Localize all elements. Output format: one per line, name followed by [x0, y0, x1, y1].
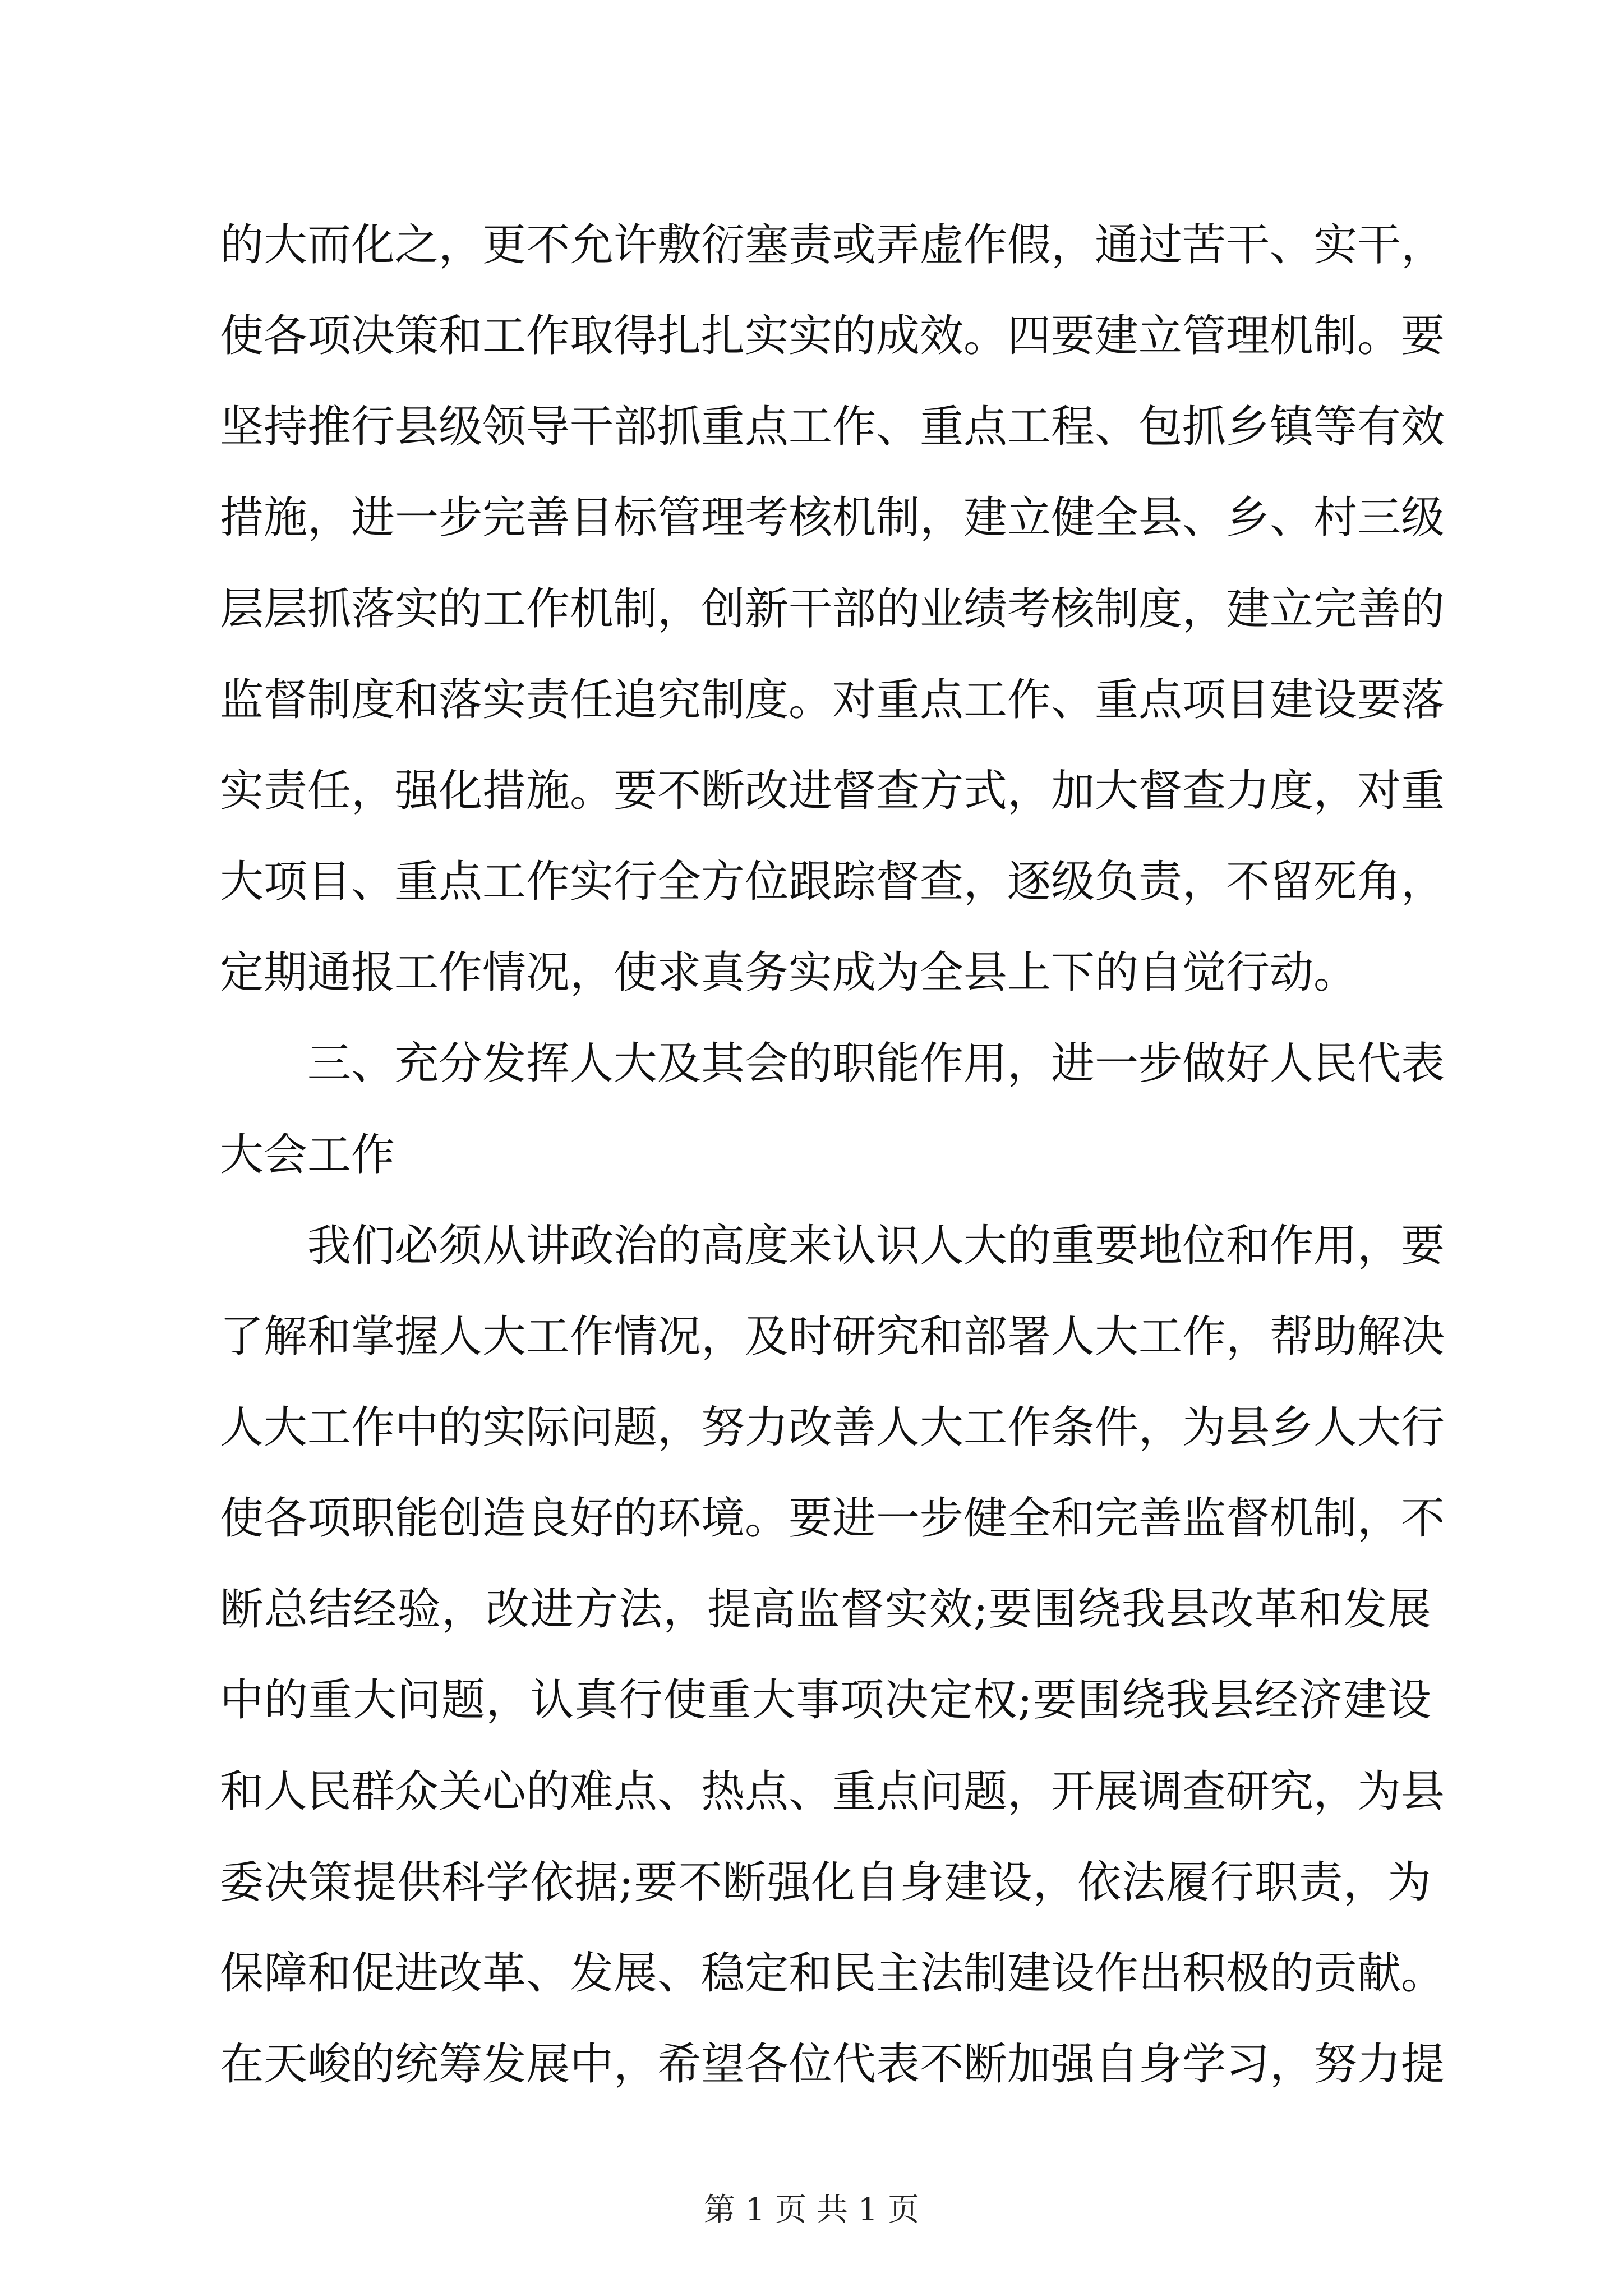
body-text-line: 使各项决策和工作取得扎扎实实的成效。四要建立管理机制。要: [220, 311, 1445, 361]
section-heading-line: 三、充分发挥人大及其会的职能作用，进一步做好人民代表: [307, 1038, 1445, 1089]
body-text-line: 措施，进一步完善目标管理考核机制，建立健全县、乡、村三级: [220, 493, 1445, 543]
body-text-line: 大项目、重点工作实行全方位跟踪督查，逐级负责，不留死角，: [220, 857, 1445, 907]
body-text-line: 委决策提供科学依据;要不断强化自身建设，依法履行职责，为: [220, 1857, 1431, 1908]
body-text-line: 人大工作中的实际问题，努力改善人大工作条件，为县乡人大行: [220, 1402, 1445, 1453]
body-text-line: 监督制度和落实责任追究制度。对重点工作、重点项目建设要落: [220, 675, 1445, 725]
body-text-line: 坚持推行县级领导干部抓重点工作、重点工程、包抓乡镇等有效: [220, 402, 1445, 452]
body-text-line: 我们必须从讲政治的高度来认识人大的重要地位和作用，要: [307, 1221, 1445, 1271]
body-text-line: 定期通报工作情况，使求真务实成为全县上下的自觉行动。: [220, 947, 1358, 998]
body-text-line: 使各项职能创造良好的环境。要进一步健全和完善监督机制，不: [220, 1493, 1445, 1544]
body-text-line: 保障和促进改革、发展、稳定和民主法制建设作出积极的贡献。: [220, 1948, 1445, 1999]
body-text-line: 断总结经验，改进方法，提高监督实效;要围绕我县改革和发展: [220, 1584, 1431, 1635]
body-text-line: 实责任，强化措施。要不断改进督查方式，加大督查力度，对重: [220, 766, 1445, 816]
body-text-line: 和人民群众关心的难点、热点、重点问题，开展调查研究，为县: [220, 1766, 1445, 1817]
body-text-line: 中的重大问题，认真行使重大事项决定权;要围绕我县经济建设: [220, 1675, 1431, 1726]
body-text-line: 在天峻的统筹发展中，希望各位代表不断加强自身学习，努力提: [220, 2039, 1445, 2090]
body-text-line: 层层抓落实的工作机制，创新干部的业绩考核制度，建立完善的: [220, 584, 1445, 634]
page-number-footer: 第 1 页 共 1 页: [703, 2192, 920, 2228]
section-heading-line: 大会工作: [220, 1130, 395, 1180]
body-text-line: 的大而化之，更不允许敷衍塞责或弄虚作假，通过苦干、实干，: [220, 220, 1445, 270]
body-text-line: 了解和掌握人大工作情况，及时研究和部署人大工作，帮助解决: [220, 1312, 1445, 1362]
